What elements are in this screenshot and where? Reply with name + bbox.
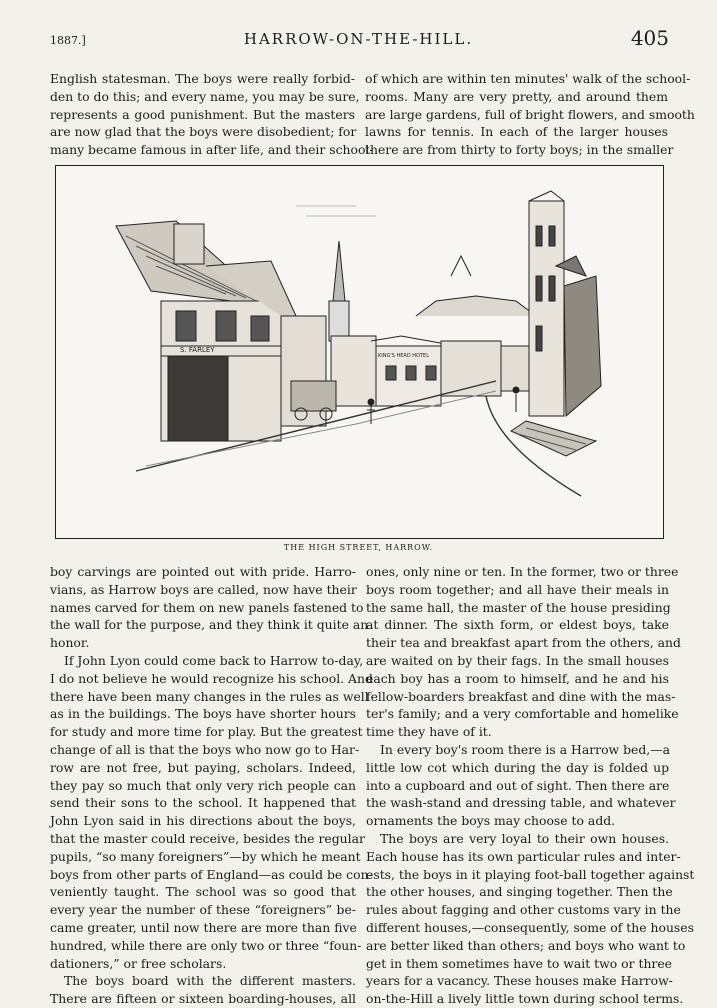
- text-line: boy carvings are pointed out with pride. Harro-: [50, 564, 356, 579]
- text-line: The boys are very loyal to their own houses.: [380, 830, 669, 846]
- text-line: honor.: [50, 635, 90, 651]
- text-line: into a cupboard and out of sight. Then there are: [366, 777, 670, 793]
- text-line: boys from other parts of England—as could be con-: [50, 866, 373, 882]
- text-column-bottom-right: [366, 563, 695, 1008]
- hotel-sign: KING'S HEAD HOTEL: [378, 353, 429, 359]
- text-column-top-right: [365, 70, 695, 159]
- text-line: veniently taught. The school was so good that: [50, 884, 356, 900]
- text-line: came greater, until now there are more than five: [50, 919, 357, 935]
- text-line: In every boy's room there is a Harrow bed,—a: [380, 741, 670, 757]
- text-line: the other houses, and singing together. Then the: [366, 884, 673, 900]
- text-line: ones, only nine or ten. In the former, two or three: [366, 564, 679, 579]
- running-header: [0, 26, 717, 56]
- header-year: 1887.]: [50, 34, 86, 47]
- text-line: John Lyon said in his directions about the boys,: [50, 813, 356, 829]
- text-column-top-left: [50, 70, 374, 159]
- text-column-bottom-left: [50, 563, 373, 1008]
- text-line: for study and more time for play. But the greatest: [50, 724, 363, 740]
- text-line: little low cot which during the day is folded up: [366, 759, 669, 775]
- text-line: many became famous in after life, and their school-: [50, 142, 374, 158]
- page-number: 405: [630, 26, 669, 50]
- street-engraving: [56, 166, 663, 538]
- text-line: they pay so much that only very rich people can: [50, 777, 356, 793]
- text-line: There are fifteen or sixteen boarding-houses, all: [50, 991, 356, 1007]
- text-line: their tea and breakfast apart from the others, and: [366, 635, 681, 651]
- text-line: there are from thirty to forty boys; in the smaller: [365, 142, 674, 158]
- text-line: Each house has its own particular rules and inter-: [366, 848, 681, 864]
- text-line: ornaments the boys may choose to add.: [366, 813, 616, 829]
- shop-sign: S. FARLEY: [180, 346, 215, 354]
- text-line: that the master could receive, besides the regular: [50, 830, 365, 846]
- text-line: If John Lyon could come back to Harrow to-day,: [64, 652, 364, 668]
- text-line: hundred, while there are only two or three “foun-: [50, 937, 362, 953]
- running-title: HARROW-ON-THE-HILL.: [243, 30, 474, 48]
- text-line: pupils, “so many foreigners”—by which he meant: [50, 848, 361, 864]
- text-line: rooms. Many are very pretty, and around them: [365, 88, 668, 104]
- text-line: are now glad that the boys were disobedient; for: [50, 124, 357, 140]
- text-line: each boy has a room to himself, and he and his: [366, 670, 669, 686]
- text-line: the same hall, the master of the house presiding: [366, 599, 671, 615]
- text-line: send their sons to the school. It happened that: [50, 795, 356, 811]
- text-line: den to do this; and every name, you may be sure,: [50, 88, 360, 104]
- text-line: on-the-Hill a lively little town during school terms.: [366, 991, 684, 1007]
- text-line: are better liked than others; and boys who want to: [366, 937, 686, 953]
- text-line: at dinner. The sixth form, or eldest boys, take: [366, 617, 669, 633]
- text-line: there have been many changes in the rules as well: [50, 688, 369, 704]
- text-line: fellow-boarders breakfast and dine with the mas-: [366, 688, 676, 704]
- illustration-high-street: [55, 165, 664, 539]
- text-line: I do not believe he would recognize his school. And: [50, 670, 373, 686]
- text-line: as in the buildings. The boys have shorter hours: [50, 706, 356, 722]
- text-line: ests, the boys in it playing foot-ball together against: [366, 866, 695, 882]
- text-line: get in them sometimes have to wait two or three: [366, 955, 673, 971]
- text-line: of which are within ten minutes' walk of the school-: [365, 71, 691, 86]
- text-line: the wall for the purpose, and they think it quite an: [50, 617, 369, 633]
- text-line: are waited on by their fags. In the small houses: [366, 652, 669, 668]
- text-line: are large gardens, full of bright flowers, and smooth: [365, 106, 695, 122]
- text-line: every year the number of these “foreigners” be-: [50, 902, 356, 918]
- text-line: dationers,” or free scholars.: [50, 955, 227, 971]
- text-line: English statesman. The boys were really forbid-: [50, 71, 355, 86]
- text-line: years for a vacancy. These houses make Harrow-: [366, 973, 673, 989]
- figure-caption: THE HIGH STREET, HARROW.: [283, 543, 434, 552]
- text-line: ter's family; and a very comfortable and homelike: [366, 706, 679, 722]
- text-line: time they have of it.: [366, 724, 492, 740]
- text-line: represents a good punishment. But the masters: [50, 106, 355, 122]
- text-line: lawns for tennis. In each of the larger houses: [365, 124, 668, 140]
- text-line: rules about fagging and other customs vary in the: [366, 902, 681, 918]
- text-line: different houses,—consequently, some of the houses: [366, 919, 694, 935]
- text-line: row are not free, but paying, scholars. Indeed,: [50, 759, 356, 775]
- text-line: vians, as Harrow boys are called, now have their: [50, 581, 357, 597]
- text-line: change of all is that the boys who now go to Har-: [50, 741, 360, 757]
- text-line: boys room together; and all have their meals in: [366, 581, 669, 597]
- text-line: The boys board with the different masters.: [64, 973, 356, 989]
- text-line: the wash-stand and dressing table, and whatever: [366, 795, 676, 811]
- text-line: names carved for them on new panels fastened to: [50, 599, 364, 615]
